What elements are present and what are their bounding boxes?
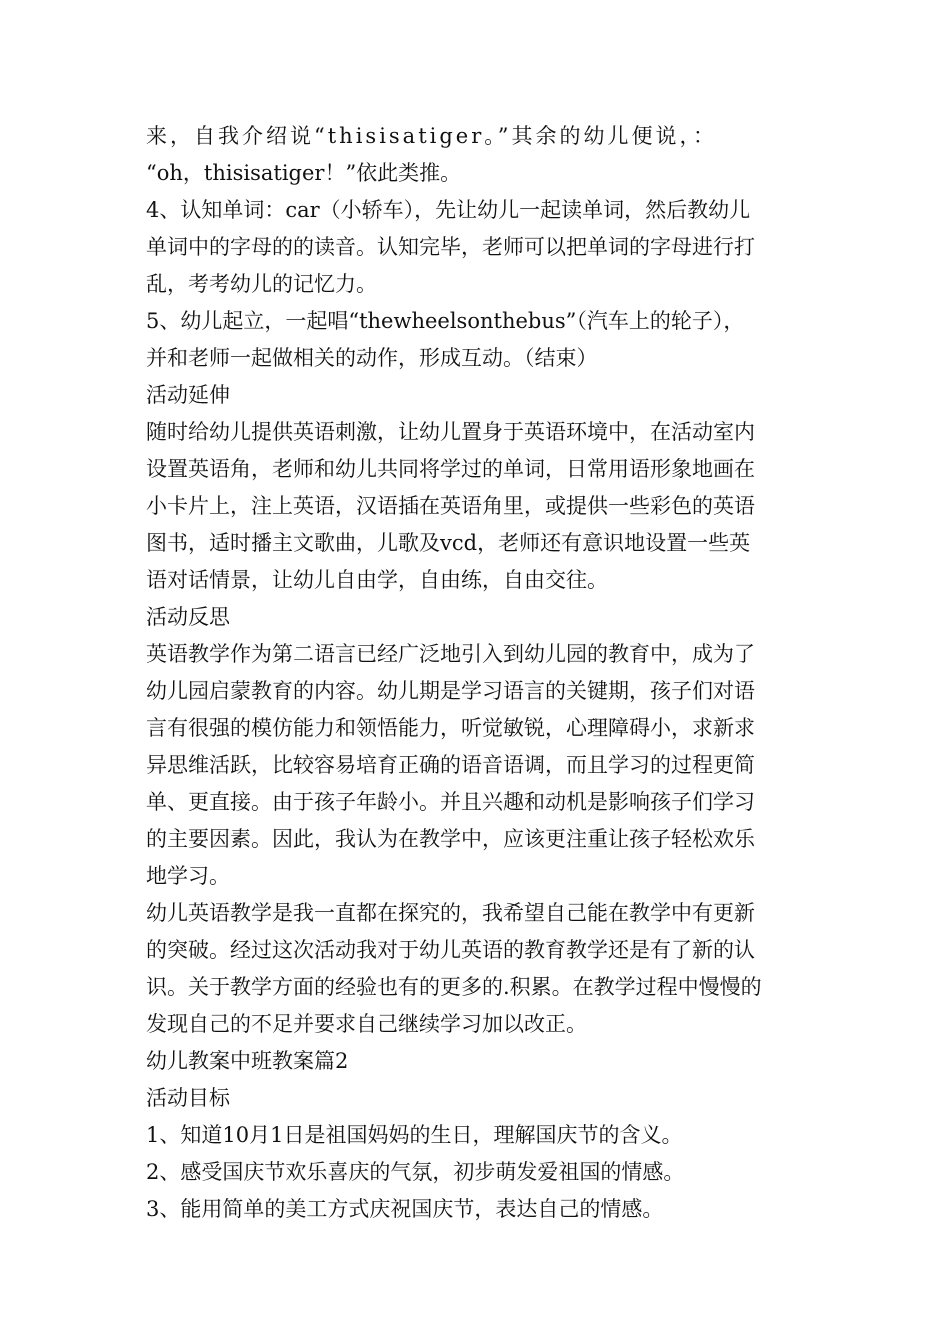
text-line: 5、幼儿起立，一起唱“thewheelsonthebus”（汽车上的轮子）， [146,309,745,333]
text-line: 异思维活跃，比较容易培育正确的语音语调，而且学习的过程更简 [146,753,755,777]
section-heading: 活动延伸 [146,383,230,407]
section-heading: 活动目标 [146,1086,230,1110]
text-line: 的突破。经过这次活动我对于幼儿英语的教育教学还是有了新的认 [146,938,755,962]
text-line: 地学习。 [146,864,230,888]
text-line: 语对话情景，让幼儿自由学，自由练，自由交往。 [146,568,608,592]
text-line: 识。关于教学方面的经验也有的更多的.积累。在教学过程中慢慢的 [146,975,762,999]
section-heading: 幼儿教案中班教案篇2 [146,1049,349,1073]
text-line: “oh，thisisatiger！”依此类推。 [146,161,462,185]
text-line: 幼儿园启蒙教育的内容。幼儿期是学习语言的关键期，孩子们对语 [146,679,755,703]
text-line: 来，自我介绍说“thisisatiger。”其余的幼儿便说，： [146,124,718,148]
text-line: 3、能用简单的美工方式庆祝国庆节，表达自己的情感。 [146,1197,664,1221]
text-line: 随时给幼儿提供英语刺激，让幼儿置身于英语环境中，在活动室内 [146,420,755,444]
text-line: 4、认知单词：car（小轿车），先让幼儿一起读单词，然后教幼儿 [146,198,751,222]
text-line: 设置英语角，老师和幼儿共同将学过的单词，日常用语形象地画在 [146,457,755,481]
section-heading: 活动反思 [146,605,230,629]
text-line: 2、感受国庆节欢乐喜庆的气氛，初步萌发爱祖国的情感。 [146,1160,685,1184]
text-line: 幼儿英语教学是我一直都在探究的，我希望自己能在教学中有更新 [146,901,755,925]
text-line: 发现自己的不足并要求自己继续学习加以改正。 [146,1012,587,1036]
text-line: 言有很强的模仿能力和领悟能力，听觉敏锐，心理障碍小，求新求 [146,716,755,740]
text-line: 1、知道10月1日是祖国妈妈的生日，理解国庆节的含义。 [146,1123,683,1147]
text-line: 图书，适时播主文歌曲，儿歌及vcd，老师还有意识地设置一些英 [146,531,751,555]
text-line: 单词中的字母的的读音。认知完毕，老师可以把单词的字母进行打 [146,235,755,259]
text-line: 并和老师一起做相关的动作，形成互动。（结束） [146,346,598,370]
document-body [146,118,808,1228]
text-line: 单、更直接。由于孩子年龄小。并且兴趣和动机是影响孩子们学习 [146,790,755,814]
text-line: 英语教学作为第二语言已经广泛地引入到幼儿园的教育中，成为了 [146,642,755,666]
text-line: 小卡片上，注上英语，汉语插在英语角里，或提供一些彩色的英语 [146,494,755,518]
text-line: 乱，考考幼儿的记忆力。 [146,272,377,296]
text-line: 的主要因素。因此，我认为在教学中，应该更注重让孩子轻松欢乐 [146,827,755,851]
